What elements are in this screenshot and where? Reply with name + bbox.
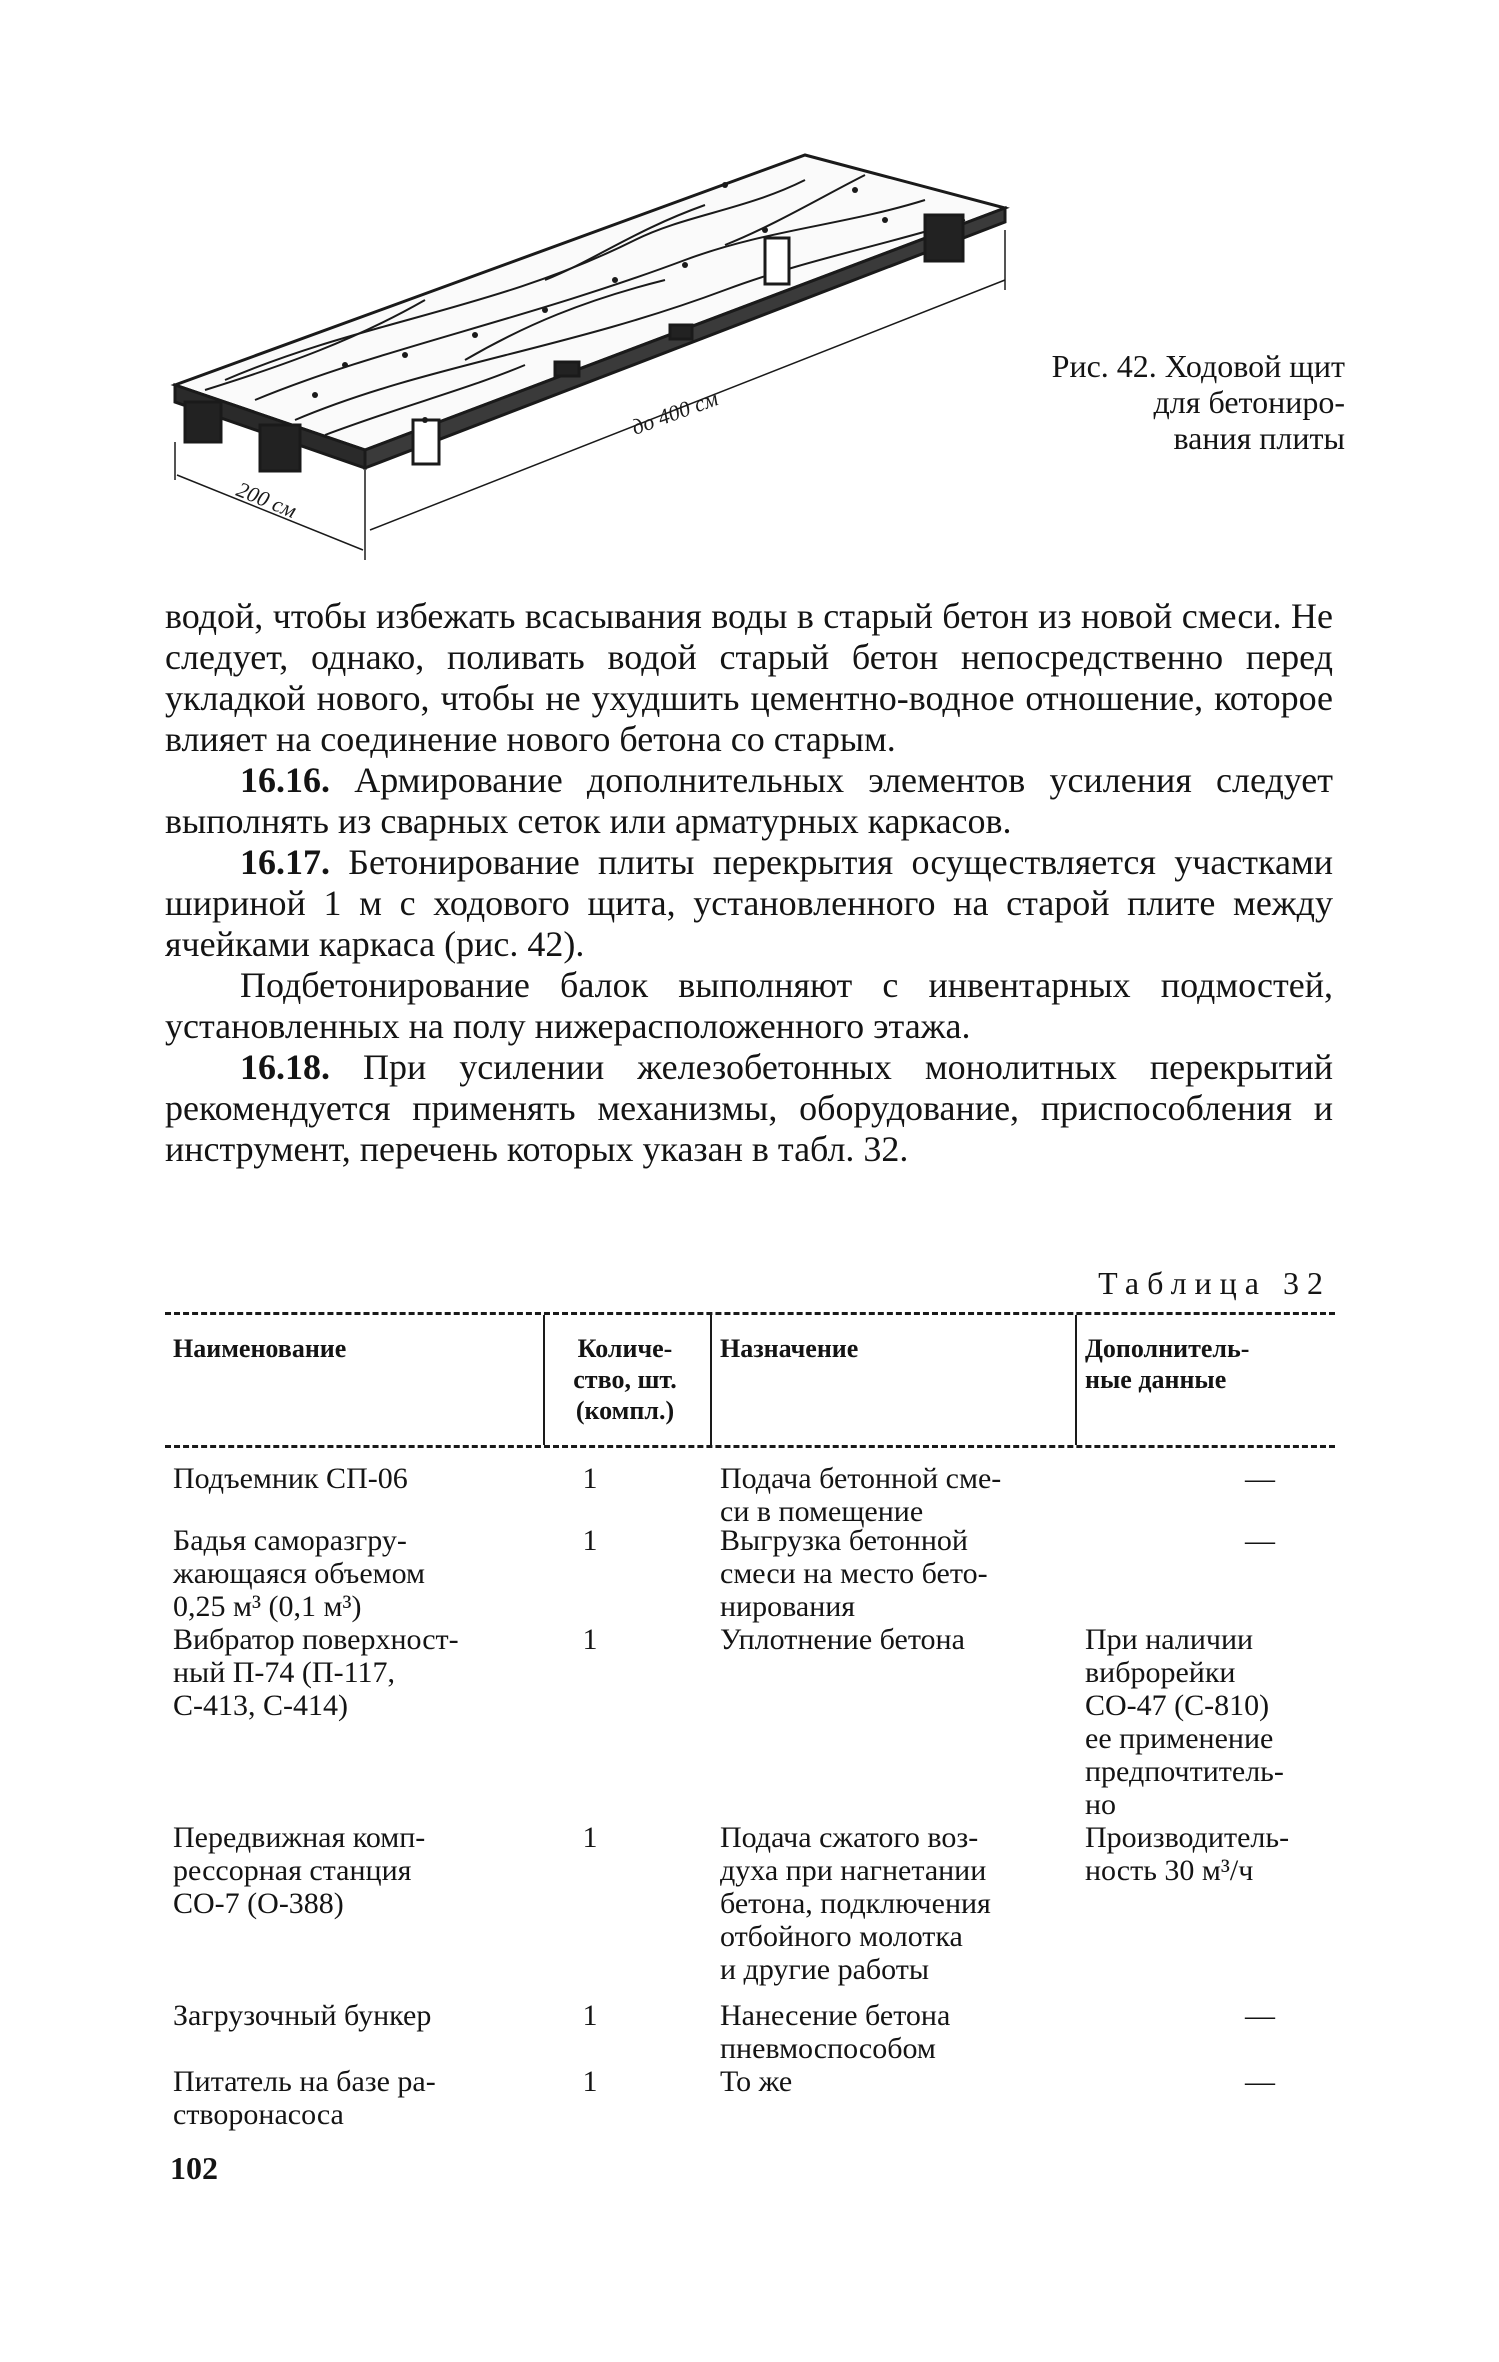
- cell-line: Уплотнение бетона: [720, 1623, 965, 1656]
- body-text: [165, 596, 1333, 1170]
- equipment-table: [165, 1312, 1335, 2131]
- table-row: [165, 1999, 1335, 2065]
- cell-line: смеси на место бето-: [720, 1557, 988, 1590]
- cell-qty: 1: [582, 1524, 598, 1557]
- cell-purpose: [720, 1623, 1060, 1656]
- cell-qty: 1: [582, 1462, 598, 1495]
- cell-name: [173, 1462, 513, 1495]
- cell-extra: —: [1245, 1524, 1275, 1557]
- header-qty: [550, 1333, 700, 1426]
- cell-extra: —: [1245, 1462, 1275, 1495]
- cell-line: рессорная станция: [173, 1854, 412, 1887]
- cell-purpose: [720, 1999, 1060, 2065]
- figure-caption: [985, 348, 1345, 456]
- cell-line: При наличии: [1085, 1623, 1254, 1656]
- table-row: [165, 1821, 1335, 1999]
- cell-line: Передвижная комп-: [173, 1821, 426, 1854]
- caption-line: вания плиты: [1173, 420, 1345, 456]
- cell-line: Загрузочный бункер: [173, 1999, 432, 2032]
- cell-purpose: [720, 1462, 1060, 1528]
- cell-name: [173, 1821, 513, 1920]
- header-purpose: Назначение: [720, 1334, 859, 1363]
- label-width: 200 см: [233, 476, 301, 523]
- table-header: [165, 1315, 1335, 1445]
- cell-extra: [1085, 1623, 1335, 1821]
- cell-name: [173, 1999, 513, 2032]
- table-label: Таблица 32: [1098, 1265, 1331, 1301]
- table-row: [165, 1462, 1335, 1528]
- table-row: [165, 1524, 1335, 1623]
- cell-name: [173, 1623, 513, 1722]
- cell-line: Выгрузка бетонной: [720, 1524, 968, 1557]
- cell-line: Питатель на базе ра-: [173, 2065, 436, 2098]
- cell-line: створонасоса: [173, 2098, 344, 2131]
- cell-line: СО-47 (С-810): [1085, 1689, 1270, 1722]
- cell-line: бетона, подключения: [720, 1887, 991, 1920]
- cell-line: си в помещение: [720, 1495, 924, 1528]
- header-extra: [1085, 1333, 1249, 1395]
- cell-line: Вибратор поверхност-: [173, 1623, 459, 1656]
- label-length: до 400 см: [628, 385, 722, 440]
- cell-line: отбойного молотка: [720, 1920, 963, 1953]
- cell-line: Подача сжатого воз-: [720, 1821, 979, 1854]
- table-body: [165, 1462, 1335, 2131]
- cell-extra: —: [1245, 2065, 1275, 2098]
- cell-line: Производитель-: [1085, 1821, 1290, 1854]
- column-divider: [543, 1315, 545, 1445]
- section-number: 16.16.: [240, 760, 330, 800]
- header-qty-line: Количе-: [577, 1334, 673, 1363]
- header-qty-line: ство, шт.: [573, 1365, 677, 1394]
- cell-line: нирования: [720, 1590, 856, 1623]
- cell-line: С-413, С-414): [173, 1689, 348, 1722]
- paragraph: [165, 842, 1333, 965]
- cell-extra: —: [1245, 1999, 1275, 2032]
- paragraph: [165, 596, 1333, 760]
- column-divider: [710, 1315, 712, 1445]
- cell-line: СО-7 (О-388): [173, 1887, 344, 1920]
- cell-line: Подача бетонной сме-: [720, 1462, 1002, 1495]
- header-name: Наименование: [173, 1334, 347, 1363]
- cell-qty: 1: [582, 1999, 598, 2032]
- cell-purpose: [720, 1524, 1060, 1623]
- section-number: 16.17.: [240, 842, 330, 882]
- cell-line: и другие работы: [720, 1953, 930, 1986]
- header-qty-line: (компл.): [575, 1396, 675, 1425]
- table-row: [165, 2065, 1335, 2131]
- cell-line: но: [1085, 1788, 1117, 1821]
- paragraph: [165, 760, 1333, 842]
- caption-line: Рис. 42. Ходовой щит: [1051, 348, 1345, 384]
- table-row: [165, 1623, 1335, 1821]
- cell-line: пневмоспособом: [720, 2032, 936, 2065]
- cell-line: предпочтитель-: [1085, 1755, 1284, 1788]
- paragraph-text: водой, чтобы избежать всасывания воды в старый бетон из новой смеси. Не следует, однако, поливать водой старый бетон непосредственно перед укладкой нового, чтобы не ухудшить цементно-водное отношение, которое влияет на соединение нового бетона со старым.: [165, 596, 1333, 759]
- cell-qty: 1: [582, 1821, 598, 1854]
- cell-line: виброрейки: [1085, 1656, 1236, 1689]
- cell-line: ность 30 м³/ч: [1085, 1854, 1254, 1887]
- walkway-board-drawing: [165, 150, 1045, 560]
- paragraph-text: Подбетонирование балок выполняют с инвентарных подмостей, установленных на полу нижерасположенного этажа.: [165, 965, 1333, 1046]
- paragraph: [165, 1047, 1333, 1170]
- cell-line: 0,25 м³ (0,1 м³): [173, 1590, 362, 1623]
- cell-purpose: [720, 1821, 1060, 1986]
- cell-extra: [1085, 1821, 1335, 1887]
- header-extra-line: Дополнитель-: [1085, 1334, 1250, 1363]
- cell-line: жающаяся объемом: [173, 1557, 426, 1590]
- cell-line: духа при нагнетании: [720, 1854, 987, 1887]
- cell-line: Нанесение бетона: [720, 1999, 951, 2032]
- paragraph: [165, 965, 1333, 1047]
- cell-line: Подъемник СП-06: [173, 1462, 408, 1495]
- caption-line: для бетониро-: [1153, 384, 1345, 420]
- header-extra-line: ные данные: [1085, 1365, 1227, 1394]
- cell-qty: 1: [582, 1623, 598, 1656]
- paragraph-text: При усилении железобетонных монолитных перекрытий рекомендуется применять механизмы, оборудование, приспособления и инструмент, перечень которых указан в табл. 32.: [165, 1047, 1333, 1169]
- cell-line: ный П-74 (П-117,: [173, 1656, 395, 1689]
- paragraph-text: Бетонирование плиты перекрытия осуществляется участками шириной 1 м с ходового щита, установленного на старой плите между ячейками каркаса (рис. 42).: [165, 842, 1333, 964]
- cell-line: То же: [720, 2065, 793, 2098]
- column-divider: [1075, 1315, 1077, 1445]
- cell-name: [173, 1524, 513, 1623]
- cell-line: ее применение: [1085, 1722, 1274, 1755]
- figure-walkway-board: [165, 150, 1045, 560]
- cell-purpose: [720, 2065, 1060, 2098]
- table-header-rule: [165, 1445, 1335, 1448]
- section-number: 16.18.: [240, 1047, 330, 1087]
- cell-line: Бадья саморазгру-: [173, 1524, 407, 1557]
- paragraph-text: Армирование дополнительных элементов усиления следует выполнять из сварных сеток или арматурных каркасов.: [165, 760, 1333, 841]
- cell-name: [173, 2065, 513, 2131]
- cell-qty: 1: [582, 2065, 598, 2098]
- page-number: 102: [170, 2150, 218, 2186]
